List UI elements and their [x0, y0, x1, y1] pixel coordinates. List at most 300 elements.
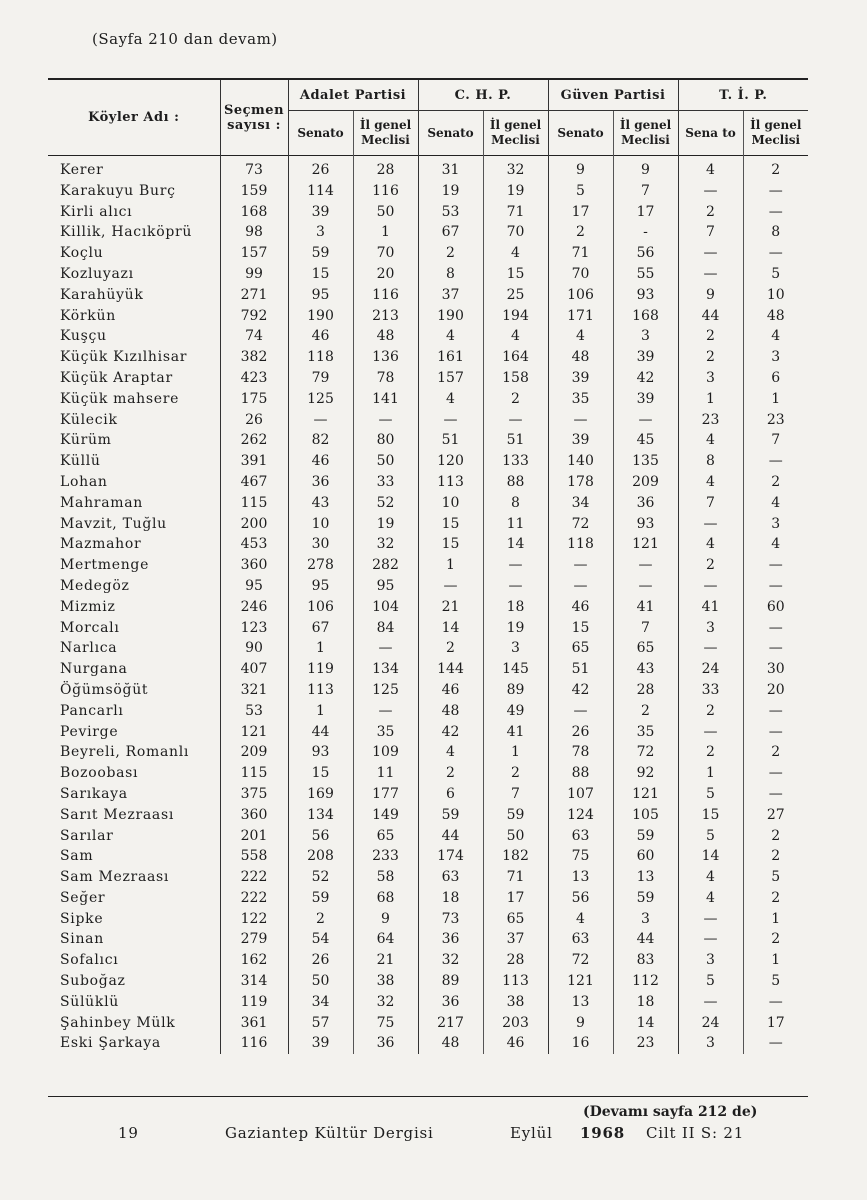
vote-count-cell: 4 [418, 326, 483, 347]
table-row [48, 659, 808, 680]
vote-count-cell: 2 [678, 742, 743, 763]
vote-count-cell: 178 [548, 472, 613, 493]
vote-count-cell: 2 [483, 389, 548, 410]
vote-count-cell: 2 [548, 222, 613, 243]
vote-count-cell: 38 [483, 992, 548, 1013]
table-row [48, 618, 808, 639]
vote-count-cell: 168 [613, 306, 678, 327]
voter-count-cell: 74 [220, 326, 288, 347]
vote-count-cell: 65 [353, 826, 418, 847]
vote-count-cell: 83 [613, 950, 678, 971]
vote-count-cell: 39 [548, 430, 613, 451]
vote-count-cell: 106 [288, 597, 353, 618]
vote-count-cell: 32 [483, 156, 548, 181]
table-row [48, 347, 808, 368]
table-body [48, 156, 808, 1055]
vote-count-cell: 44 [288, 722, 353, 743]
vote-count-cell: 8 [678, 451, 743, 472]
vote-count-cell: 118 [548, 534, 613, 555]
vote-count-cell: — [548, 410, 613, 431]
vote-count-cell: 75 [353, 1013, 418, 1034]
party-header-chp: C. H. P. [418, 79, 548, 111]
vote-count-cell: 53 [418, 202, 483, 223]
vote-count-cell: 2 [613, 701, 678, 722]
village-name-cell: Koçlu [60, 245, 104, 262]
vote-count-cell: 121 [613, 784, 678, 805]
voter-count-cell: 792 [220, 306, 288, 327]
vote-count-cell: 23 [678, 410, 743, 431]
vote-count-cell: 27 [743, 805, 808, 826]
vote-count-cell: 119 [288, 659, 353, 680]
footer-journal-name: Gaziantep Kültür Dergisi [225, 1124, 434, 1142]
vote-count-cell: — [483, 410, 548, 431]
vote-count-cell: 15 [418, 534, 483, 555]
vote-count-cell: 50 [353, 451, 418, 472]
voters-column-header: Seçmen sayısı : [220, 79, 288, 156]
vote-count-cell: 164 [483, 347, 548, 368]
vote-count-cell: 1 [288, 638, 353, 659]
vote-count-cell: 134 [353, 659, 418, 680]
village-name-cell: Sam Mezraası [60, 869, 170, 886]
vote-count-cell: 14 [678, 846, 743, 867]
subheader-senate: Senato [418, 111, 483, 156]
village-name-cell: Mahraman [60, 494, 143, 511]
vote-count-cell: 51 [418, 430, 483, 451]
village-name-cell: Bozoobası [60, 765, 139, 782]
vote-count-cell: 72 [548, 514, 613, 535]
voter-count-cell: 246 [220, 597, 288, 618]
vote-count-cell: 157 [418, 368, 483, 389]
table-row [48, 264, 808, 285]
table-row [48, 742, 808, 763]
vote-count-cell: 41 [678, 597, 743, 618]
vote-count-cell: — [743, 992, 808, 1013]
vote-count-cell: 2 [288, 909, 353, 930]
village-name-cell: Kozluyazı [60, 265, 134, 282]
vote-count-cell: 7 [483, 784, 548, 805]
table-row [48, 368, 808, 389]
vote-count-cell: 2 [418, 243, 483, 264]
vote-count-cell: 26 [288, 156, 353, 181]
vote-count-cell: 1 [678, 763, 743, 784]
vote-count-cell: 39 [288, 1033, 353, 1054]
election-results-table-wrapper [48, 78, 808, 1054]
vote-count-cell: 43 [613, 659, 678, 680]
vote-count-cell: 4 [743, 534, 808, 555]
table-row [48, 243, 808, 264]
village-name-cell: Kuşçu [60, 328, 107, 345]
voter-count-cell: 271 [220, 285, 288, 306]
vote-count-cell: 15 [418, 514, 483, 535]
vote-count-cell: 39 [613, 389, 678, 410]
vote-count-cell: 80 [353, 430, 418, 451]
vote-count-cell: 30 [288, 534, 353, 555]
vote-count-cell: 48 [418, 701, 483, 722]
village-name-cell: Seğer [60, 889, 106, 906]
vote-count-cell: 7 [613, 618, 678, 639]
voter-count-cell: 391 [220, 451, 288, 472]
party-header-adalet: Adalet Partisi [288, 79, 418, 111]
vote-count-cell: 46 [483, 1033, 548, 1054]
vote-count-cell: 4 [678, 534, 743, 555]
village-name-cell: Beyreli, Romanlı [60, 744, 190, 761]
vote-count-cell: — [743, 451, 808, 472]
vote-count-cell: 16 [548, 1033, 613, 1054]
vote-count-cell: 52 [353, 493, 418, 514]
vote-count-cell: — [743, 555, 808, 576]
vote-count-cell: 5 [678, 971, 743, 992]
table-row [48, 784, 808, 805]
table-row [48, 326, 808, 347]
vote-count-cell: 21 [353, 950, 418, 971]
vote-count-cell: 36 [613, 493, 678, 514]
village-name-cell: Lohan [60, 473, 108, 490]
vote-count-cell: — [548, 555, 613, 576]
vote-count-cell: 10 [418, 493, 483, 514]
voter-count-cell: 119 [220, 992, 288, 1013]
vote-count-cell: 59 [418, 805, 483, 826]
vote-count-cell: 58 [353, 867, 418, 888]
table-row [48, 867, 808, 888]
vote-count-cell: 63 [548, 929, 613, 950]
village-name-cell: Sarıkaya [60, 785, 128, 802]
vote-count-cell: 3 [678, 1033, 743, 1054]
vote-count-cell: 65 [548, 638, 613, 659]
vote-count-cell: 89 [483, 680, 548, 701]
vote-count-cell: 15 [678, 805, 743, 826]
vote-count-cell: — [353, 638, 418, 659]
vote-count-cell: 67 [288, 618, 353, 639]
vote-count-cell: 9 [548, 156, 613, 181]
vote-count-cell: 59 [288, 243, 353, 264]
village-name-cell: Küçük Araptar [60, 369, 173, 386]
voter-count-cell: 121 [220, 722, 288, 743]
vote-count-cell: 51 [548, 659, 613, 680]
vote-count-cell: 35 [613, 722, 678, 743]
vote-count-cell: — [288, 410, 353, 431]
vote-count-cell: 75 [548, 846, 613, 867]
vote-count-cell: 4 [548, 326, 613, 347]
vote-count-cell: 120 [418, 451, 483, 472]
table-row [48, 950, 808, 971]
table-row [48, 430, 808, 451]
vote-count-cell: 3 [678, 950, 743, 971]
village-name-cell: Pancarlı [60, 702, 124, 719]
vote-count-cell: 217 [418, 1013, 483, 1034]
vote-count-cell: 59 [613, 888, 678, 909]
vote-count-cell: — [418, 576, 483, 597]
vote-count-cell: 33 [678, 680, 743, 701]
vote-count-cell: 34 [548, 493, 613, 514]
vote-count-cell: 9 [353, 909, 418, 930]
vote-count-cell: 4 [678, 472, 743, 493]
vote-count-cell: 5 [548, 181, 613, 202]
vote-count-cell: 113 [483, 971, 548, 992]
vote-count-cell: 13 [548, 992, 613, 1013]
voter-count-cell: 201 [220, 826, 288, 847]
vote-count-cell: 9 [548, 1013, 613, 1034]
vote-count-cell: — [678, 514, 743, 535]
vote-count-cell: 18 [418, 888, 483, 909]
voter-count-cell: 382 [220, 347, 288, 368]
village-name-cell: Sofalıcı [60, 952, 119, 969]
vote-count-cell: — [353, 410, 418, 431]
vote-count-cell: 48 [353, 326, 418, 347]
vote-count-cell: 116 [353, 285, 418, 306]
vote-count-cell: 21 [418, 597, 483, 618]
table-row [48, 389, 808, 410]
vote-count-cell: 70 [353, 243, 418, 264]
village-name-cell: Öğümsöğüt [60, 681, 149, 698]
vote-count-cell: 39 [288, 202, 353, 223]
vote-count-cell: 8 [483, 493, 548, 514]
vote-count-cell: 44 [613, 929, 678, 950]
village-name-cell: Körkün [60, 307, 116, 324]
vote-count-cell: 50 [288, 971, 353, 992]
voter-count-cell: 95 [220, 576, 288, 597]
vote-count-cell: 88 [483, 472, 548, 493]
vote-count-cell: — [743, 638, 808, 659]
vote-count-cell: 169 [288, 784, 353, 805]
vote-count-cell: 20 [743, 680, 808, 701]
vote-count-cell: 33 [353, 472, 418, 493]
table-row [48, 597, 808, 618]
vote-count-cell: — [743, 243, 808, 264]
vote-count-cell: — [548, 576, 613, 597]
table-row [48, 701, 808, 722]
village-name-cell: Karakuyu Burç [60, 182, 176, 199]
voter-count-cell: 314 [220, 971, 288, 992]
voter-count-cell: 162 [220, 950, 288, 971]
voter-count-cell: 159 [220, 181, 288, 202]
vote-count-cell: 7 [743, 430, 808, 451]
vote-count-cell: 3 [613, 909, 678, 930]
vote-count-cell: 5 [678, 826, 743, 847]
village-column-header: Köyler Adı : [88, 110, 180, 125]
voter-count-cell: 453 [220, 534, 288, 555]
vote-count-cell: 194 [483, 306, 548, 327]
voter-count-cell: 321 [220, 680, 288, 701]
vote-count-cell: — [353, 701, 418, 722]
village-name-cell: Killik, Hacıköprü [60, 224, 193, 241]
village-name-cell: Küçük mahsere [60, 390, 180, 407]
table-row [48, 534, 808, 555]
voter-count-cell: 407 [220, 659, 288, 680]
vote-count-cell: 278 [288, 555, 353, 576]
village-name-cell: Sipke [60, 910, 104, 927]
voter-count-cell: 90 [220, 638, 288, 659]
village-name-cell: Narlıca [60, 640, 118, 657]
vote-count-cell: 56 [548, 888, 613, 909]
vote-count-cell: 233 [353, 846, 418, 867]
village-name-cell: Nurgana [60, 661, 128, 678]
vote-count-cell: — [678, 722, 743, 743]
vote-count-cell: 28 [613, 680, 678, 701]
table-header [48, 79, 808, 156]
voter-count-cell: 360 [220, 555, 288, 576]
vote-count-cell: 134 [288, 805, 353, 826]
vote-count-cell: 28 [483, 950, 548, 971]
vote-count-cell: 2 [678, 701, 743, 722]
continued-from-note: (Sayfa 210 dan devam) [92, 30, 278, 48]
vote-count-cell: 2 [678, 202, 743, 223]
village-name-cell: Kerer [60, 162, 104, 178]
vote-count-cell: — [743, 202, 808, 223]
vote-count-cell: 5 [743, 971, 808, 992]
footer-volume-issue: Cilt II S: 21 [646, 1124, 745, 1142]
vote-count-cell: 48 [418, 1033, 483, 1054]
vote-count-cell: — [548, 701, 613, 722]
vote-count-cell: 17 [548, 202, 613, 223]
vote-count-cell: 104 [353, 597, 418, 618]
vote-count-cell: 60 [613, 846, 678, 867]
vote-count-cell: 2 [743, 742, 808, 763]
vote-count-cell: 88 [548, 763, 613, 784]
village-name-cell: Pevirge [60, 723, 119, 740]
vote-count-cell: 113 [288, 680, 353, 701]
vote-count-cell: 282 [353, 555, 418, 576]
vote-count-cell: 3 [483, 638, 548, 659]
vote-count-cell: 45 [613, 430, 678, 451]
vote-count-cell: 46 [418, 680, 483, 701]
table-row [48, 156, 808, 181]
voter-count-cell: 467 [220, 472, 288, 493]
voter-count-cell: 262 [220, 430, 288, 451]
vote-count-cell: 9 [613, 156, 678, 181]
vote-count-cell: 2 [418, 638, 483, 659]
voter-count-cell: 157 [220, 243, 288, 264]
table-row [48, 472, 808, 493]
vote-count-cell: 3 [678, 368, 743, 389]
village-name-cell: Küllü [60, 453, 101, 470]
village-name-cell: Sülüklü [60, 993, 119, 1010]
vote-count-cell: — [483, 576, 548, 597]
voter-count-cell: 53 [220, 701, 288, 722]
vote-count-cell: 125 [353, 680, 418, 701]
table-row [48, 1013, 808, 1034]
vote-count-cell: 112 [613, 971, 678, 992]
table-bottom-rule [48, 1096, 808, 1097]
vote-count-cell: 37 [418, 285, 483, 306]
vote-count-cell: 89 [418, 971, 483, 992]
vote-count-cell: 2 [678, 347, 743, 368]
subheader-senate: Senato [548, 111, 613, 156]
vote-count-cell: 32 [353, 534, 418, 555]
vote-count-cell: 2 [743, 472, 808, 493]
vote-count-cell: 35 [353, 722, 418, 743]
village-name-cell: Külecik [60, 411, 118, 428]
table-row [48, 285, 808, 306]
vote-count-cell: 18 [613, 992, 678, 1013]
vote-count-cell: 11 [483, 514, 548, 535]
vote-count-cell: 118 [288, 347, 353, 368]
vote-count-cell: 141 [353, 389, 418, 410]
vote-count-cell: — [613, 576, 678, 597]
vote-count-cell: 93 [613, 285, 678, 306]
vote-count-cell: 95 [288, 285, 353, 306]
vote-count-cell: 23 [743, 410, 808, 431]
vote-count-cell: 42 [613, 368, 678, 389]
vote-count-cell: — [743, 722, 808, 743]
vote-count-cell: 70 [483, 222, 548, 243]
vote-count-cell: 15 [288, 264, 353, 285]
vote-count-cell: — [678, 992, 743, 1013]
vote-count-cell: 36 [418, 929, 483, 950]
vote-count-cell: 4 [678, 156, 743, 181]
vote-count-cell: — [678, 638, 743, 659]
vote-count-cell: 8 [418, 264, 483, 285]
vote-count-cell: 1 [483, 742, 548, 763]
footer-year: 1968 [580, 1124, 625, 1142]
vote-count-cell: 3 [678, 618, 743, 639]
vote-count-cell: — [743, 576, 808, 597]
vote-count-cell: 31 [418, 156, 483, 181]
vote-count-cell: 48 [548, 347, 613, 368]
vote-count-cell: 30 [743, 659, 808, 680]
table-row [48, 826, 808, 847]
election-results-table [48, 78, 808, 1054]
vote-count-cell: 42 [418, 722, 483, 743]
vote-count-cell: — [678, 264, 743, 285]
table-row [48, 805, 808, 826]
vote-count-cell: 19 [418, 181, 483, 202]
vote-count-cell: 54 [288, 929, 353, 950]
vote-count-cell: 213 [353, 306, 418, 327]
vote-count-cell: 71 [483, 867, 548, 888]
vote-count-cell: 107 [548, 784, 613, 805]
vote-count-cell: 71 [483, 202, 548, 223]
vote-count-cell: 23 [613, 1033, 678, 1054]
vote-count-cell: 26 [288, 950, 353, 971]
vote-count-cell: 114 [288, 181, 353, 202]
voter-count-cell: 99 [220, 264, 288, 285]
village-name-cell: Medegöz [60, 577, 130, 594]
vote-count-cell: — [483, 555, 548, 576]
vote-count-cell: 149 [353, 805, 418, 826]
vote-count-cell: 78 [548, 742, 613, 763]
vote-count-cell: 2 [743, 846, 808, 867]
vote-count-cell: 14 [418, 618, 483, 639]
vote-count-cell: 36 [418, 992, 483, 1013]
vote-count-cell: 2 [483, 763, 548, 784]
vote-count-cell: 79 [288, 368, 353, 389]
vote-count-cell: 6 [743, 368, 808, 389]
table-row [48, 929, 808, 950]
village-name-cell: Morcalı [60, 619, 120, 636]
vote-count-cell: 24 [678, 659, 743, 680]
table-row [48, 846, 808, 867]
continuation-note: (Devamı sayfa 212 de) [583, 1104, 758, 1120]
vote-count-cell: 7 [678, 222, 743, 243]
vote-count-cell: 3 [743, 347, 808, 368]
vote-count-cell: 49 [483, 701, 548, 722]
vote-count-cell: 11 [353, 763, 418, 784]
village-name-cell: Mizmiz [60, 598, 116, 615]
vote-count-cell: 95 [353, 576, 418, 597]
vote-count-cell: 116 [353, 181, 418, 202]
vote-count-cell: 174 [418, 846, 483, 867]
village-name-cell: Küçük Kızılhisar [60, 349, 188, 366]
vote-count-cell: 63 [548, 826, 613, 847]
village-name-cell: Şahinbey Mülk [60, 1014, 176, 1031]
footer-month: Eylül [510, 1124, 553, 1142]
table-row [48, 971, 808, 992]
vote-count-cell: 190 [418, 306, 483, 327]
subheader-provincial-council: İl genel Meclisi [483, 111, 548, 156]
village-name-cell: Mavzit, Tuğlu [60, 515, 167, 532]
vote-count-cell: — [743, 1033, 808, 1054]
vote-count-cell: 161 [418, 347, 483, 368]
